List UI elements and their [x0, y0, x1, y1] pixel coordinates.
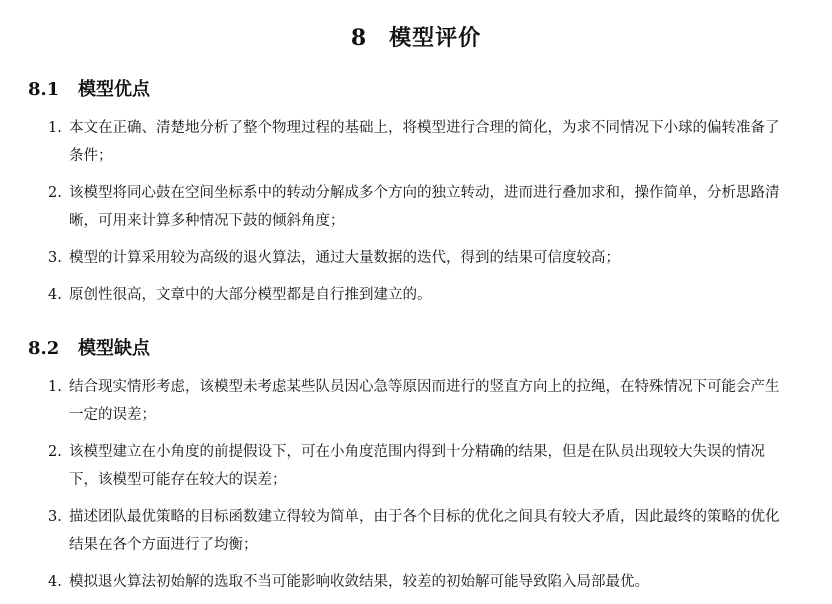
- list-item-number: 1.: [48, 379, 62, 395]
- section-heading: [28, 334, 808, 364]
- list-item: [28, 373, 808, 429]
- list-item-text: 结合现实情形考虑，该模型未考虑某些队员因心急等原因而进行的竖直方向上的拉绳，在特殊情况下可能会产生一定的误差；: [69, 379, 780, 423]
- list-item-number: 2.: [48, 444, 62, 460]
- list-item-text: 该模型建立在小角度的前提假设下，可在小角度范围内得到十分精确的结果，但是在队员出现较大失误的情况下，该模型可能存在较大的误差；: [69, 444, 765, 488]
- chapter-number: 8: [350, 25, 368, 51]
- advantages-list: [28, 114, 808, 309]
- list-item: [28, 179, 808, 235]
- list-item-text: 本文在正确、清楚地分析了整个物理过程的基础上，将模型进行合理的简化，为求不同情况下小球的偏转准备了条件；: [69, 120, 780, 164]
- list-item: [28, 438, 808, 494]
- list-item: [28, 281, 808, 309]
- chapter-title: [0, 21, 832, 52]
- chapter-title-text: 模型评价: [389, 25, 482, 51]
- section-title: 模型缺点: [78, 338, 150, 359]
- section-disadvantages: [28, 334, 808, 596]
- list-item-text: 该模型将同心鼓在空间坐标系中的转动分解成多个方向的独立转动，进而进行叠加求和，操作简单，分析思路清晰，可用来计算多种情况下鼓的倾斜角度；: [69, 185, 780, 229]
- list-item: [28, 568, 808, 596]
- section-number: 8.2: [28, 338, 60, 359]
- list-item-number: 2.: [48, 185, 62, 201]
- list-item: [28, 503, 808, 559]
- list-item-text: 模型的计算采用较为高级的退火算法，通过大量数据的迭代，得到的结果可信度较高；: [69, 250, 620, 266]
- list-item-text: 描述团队最优策略的目标函数建立得较为简单，由于各个目标的优化之间具有较大矛盾，因此最终的策略的优化结果在各个方面进行了均衡；: [69, 509, 780, 553]
- list-item: [28, 114, 808, 170]
- list-item-number: 4.: [48, 574, 62, 590]
- list-item-number: 1.: [48, 120, 62, 136]
- section-heading: [28, 75, 808, 105]
- list-item-text: 原创性很高，文章中的大部分模型都是自行推到建立的。: [69, 287, 432, 303]
- section-advantages: [28, 75, 808, 309]
- section-number: 8.1: [28, 79, 60, 100]
- list-item: [28, 244, 808, 272]
- disadvantages-list: [28, 373, 808, 596]
- list-item-text: 模拟退火算法初始解的选取不当可能影响收敛结果，较差的初始解可能导致陷入局部最优。: [69, 574, 649, 590]
- section-title: 模型优点: [78, 79, 150, 100]
- list-item-number: 3.: [48, 250, 62, 266]
- list-item-number: 4.: [48, 287, 62, 303]
- list-item-number: 3.: [48, 509, 62, 525]
